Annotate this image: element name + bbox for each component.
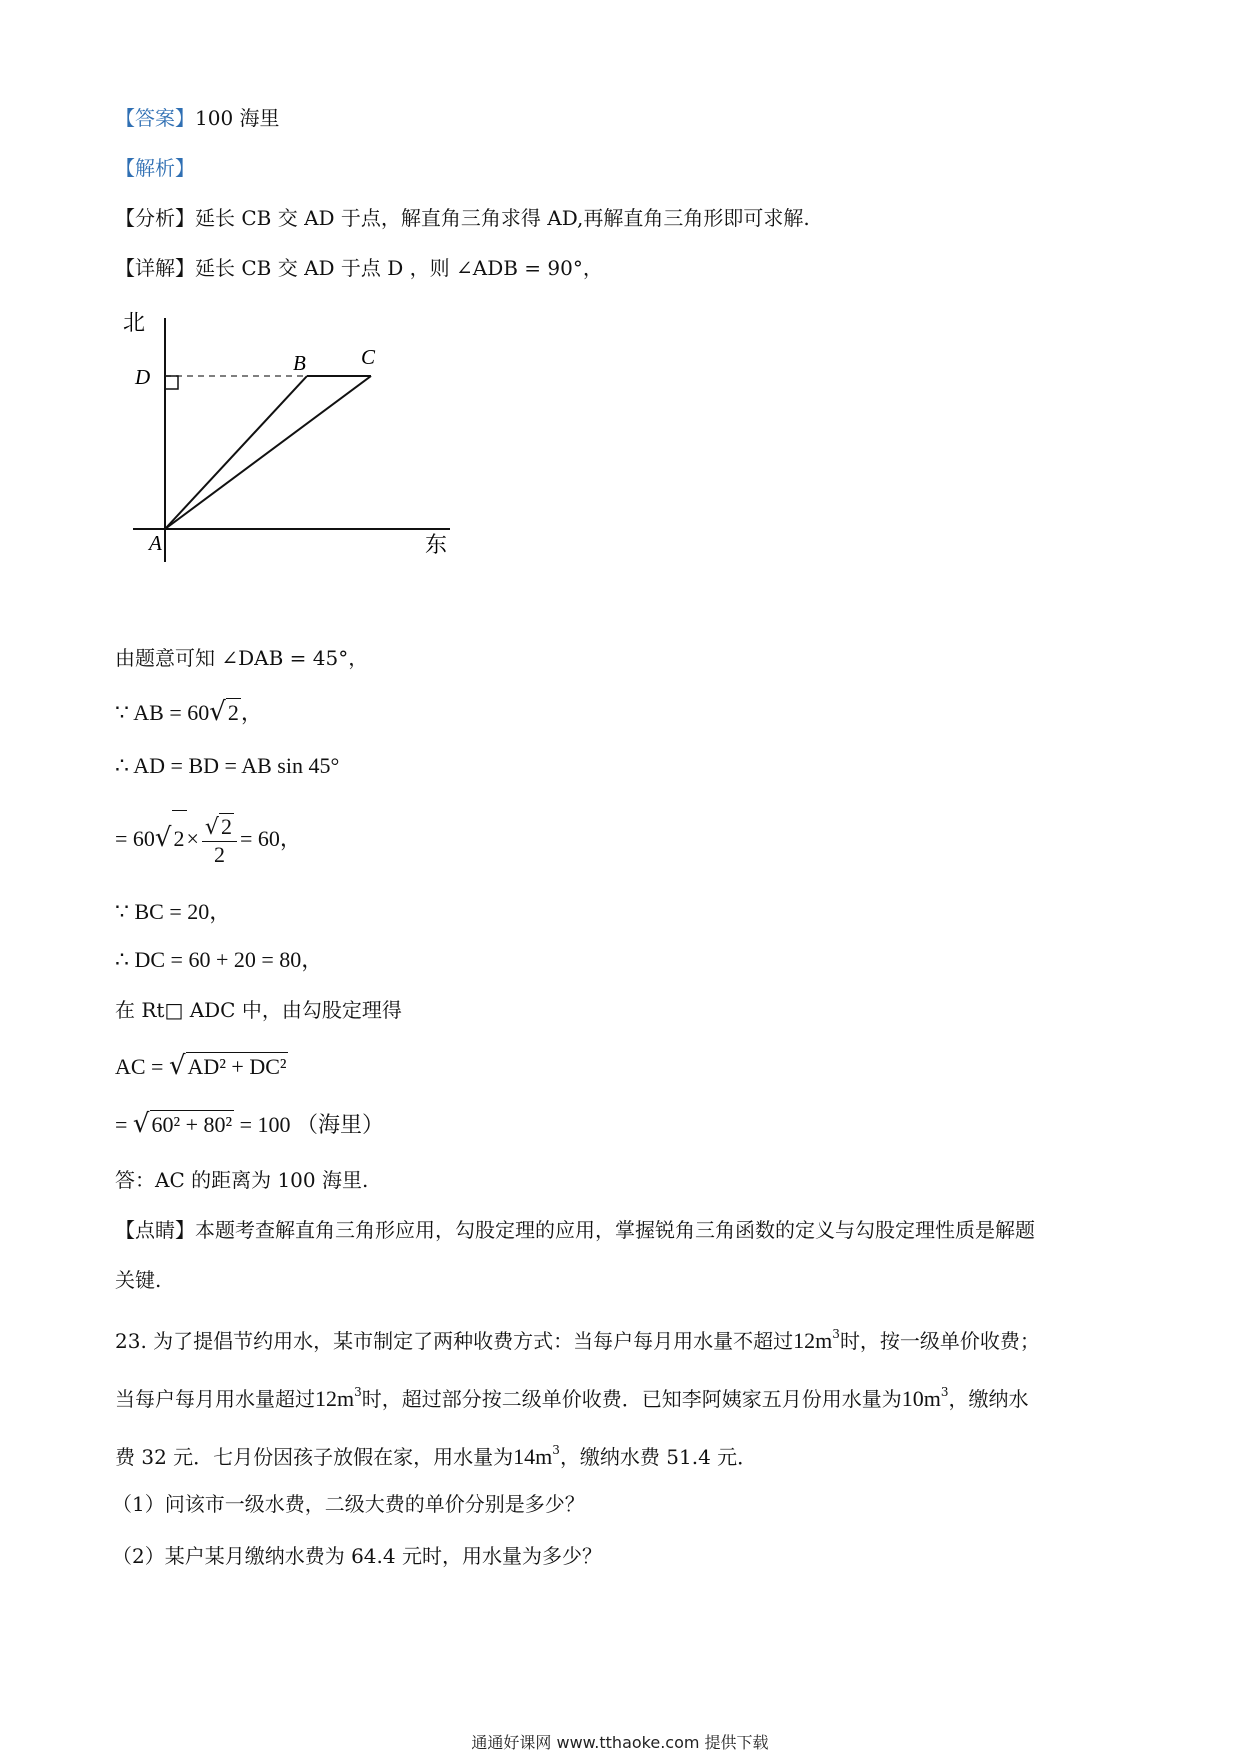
step-8-pre: AC =	[115, 1054, 169, 1079]
times-sign: ×	[186, 826, 199, 851]
q23-line2-text-a: 当每户每月用水量超过	[115, 1387, 315, 1411]
analysis-tag: 【解析】	[115, 156, 195, 180]
step-4-post: = 60，	[239, 826, 302, 851]
fraction	[202, 813, 237, 868]
q23-line2-quantity: 12m	[315, 1386, 355, 1411]
step-2-post: ，	[240, 700, 263, 725]
step-6: ∴ DC = 60 + 20 = 80，	[115, 947, 324, 972]
fenxi-tag: 【分析】	[115, 206, 195, 230]
page-footer: 通通好课网 www.tthaoke.com 提供下载	[471, 1733, 769, 1752]
answer-line	[115, 104, 280, 132]
segment-AB	[165, 376, 307, 529]
q23-line1-text-b: 时，按一级单价收费；	[839, 1329, 1040, 1353]
label-east: 东	[425, 532, 448, 557]
step-3: ∴ AD = BD = AB sin 45°	[115, 753, 340, 778]
fraction-numerator: √2	[202, 813, 237, 842]
label-north: 北	[123, 310, 146, 335]
q23-line3-quantity: 14m	[513, 1444, 553, 1469]
question-23-line-2	[115, 1378, 1029, 1413]
fraction-denominator: 2	[213, 842, 225, 868]
label-C: C	[361, 345, 376, 369]
sqrt-sign: √	[154, 823, 172, 853]
segment-AC	[165, 376, 371, 529]
step-2	[115, 698, 263, 727]
step-2-radicand: 2	[227, 700, 239, 725]
step-9-post: = 100 （海里）	[234, 1112, 385, 1137]
label-A: A	[149, 531, 162, 555]
right-angle-mark	[165, 376, 178, 389]
question-23-line-1	[115, 1320, 1040, 1355]
fenxi-line	[115, 204, 810, 232]
q23-line2-sup: 3	[354, 1385, 362, 1399]
step-5: ∵ BC = 20，	[115, 899, 232, 924]
xiangjie-tag: 【详解】	[115, 256, 195, 280]
q23-line1-quantity: 12m	[793, 1328, 833, 1353]
q23-line2-sup-2: 3	[940, 1385, 949, 1399]
sqrt-sign: √	[209, 697, 226, 727]
step-4-radicand: 2	[172, 810, 187, 867]
step-1: 由题意可知 ∠DAB = 45°，	[115, 646, 369, 670]
step-4-pre: = 60	[115, 826, 155, 851]
xiangjie-text: 延长 CB 交 AD 于点 D ，则 ∠ADB = 90°，	[195, 256, 603, 280]
q23-line1-sup: 3	[832, 1327, 840, 1341]
step-9	[115, 1110, 384, 1139]
sqrt-sign: √	[168, 1051, 186, 1081]
step-2-pre: ∵ AB = 60	[115, 700, 210, 725]
question-23-sub-2: （2）某户某月缴纳水费为 64.4 元时，用水量为多少？	[112, 1544, 602, 1568]
step-9-pre: =	[115, 1112, 133, 1137]
answer-tag: 【答案】	[115, 106, 195, 130]
q23-line3-text-b: ，缴纳水费 51.4 元．	[559, 1445, 758, 1469]
sqrt-sign: √	[132, 1109, 150, 1139]
q23-line2-quantity-2: 10m	[901, 1386, 941, 1411]
step-4	[115, 810, 302, 868]
question-23-line-3	[115, 1436, 757, 1471]
label-D: D	[135, 365, 151, 389]
q23-line2-text-b: 时，超过部分按二级单价收费．已知李阿姨家五月份用水量为	[361, 1387, 902, 1411]
q23-line3-text-a: 费 32 元．七月份因孩子放假在家，用水量为	[115, 1445, 514, 1469]
q23-line2-text-c: ，缴纳水	[948, 1387, 1029, 1411]
step-10: 答：AC 的距离为 100 海里.	[115, 1168, 369, 1192]
q23-line3-sup: 3	[552, 1443, 560, 1457]
dianjing-line-2: 关键.	[115, 1268, 162, 1292]
dianjing-text-1: 本题考查解直角三角形应用，勾股定理的应用，掌握锐角三角函数的定义与勾股定理性质是解题	[195, 1218, 1035, 1242]
step-8-radicand: AD² + DC²	[187, 1054, 287, 1079]
step-8	[115, 1052, 288, 1081]
step-9-radicand: 60² + 80²	[151, 1112, 233, 1137]
dianjing-line-1	[115, 1216, 1035, 1244]
step-7: 在 Rt□ ADC 中，由勾股定理得	[115, 998, 402, 1022]
label-B: B	[293, 351, 306, 375]
q23-line1-text-a: 23. 为了提倡节约用水，某市制定了两种收费方式：当每户每月用水量不超过	[115, 1329, 794, 1353]
answer-text: 100 海里	[195, 106, 280, 130]
geometry-diagram	[115, 300, 465, 580]
question-23-sub-1: （1）问该市一级水费，二级大费的单价分别是多少？	[112, 1492, 585, 1516]
dianjing-tag: 【点睛】	[115, 1218, 195, 1242]
fenxi-text: 延长 CB 交 AD 于点，解直角三角求得 AD,再解直角三角形即可求解.	[195, 206, 810, 230]
xiangjie-line	[115, 254, 603, 282]
